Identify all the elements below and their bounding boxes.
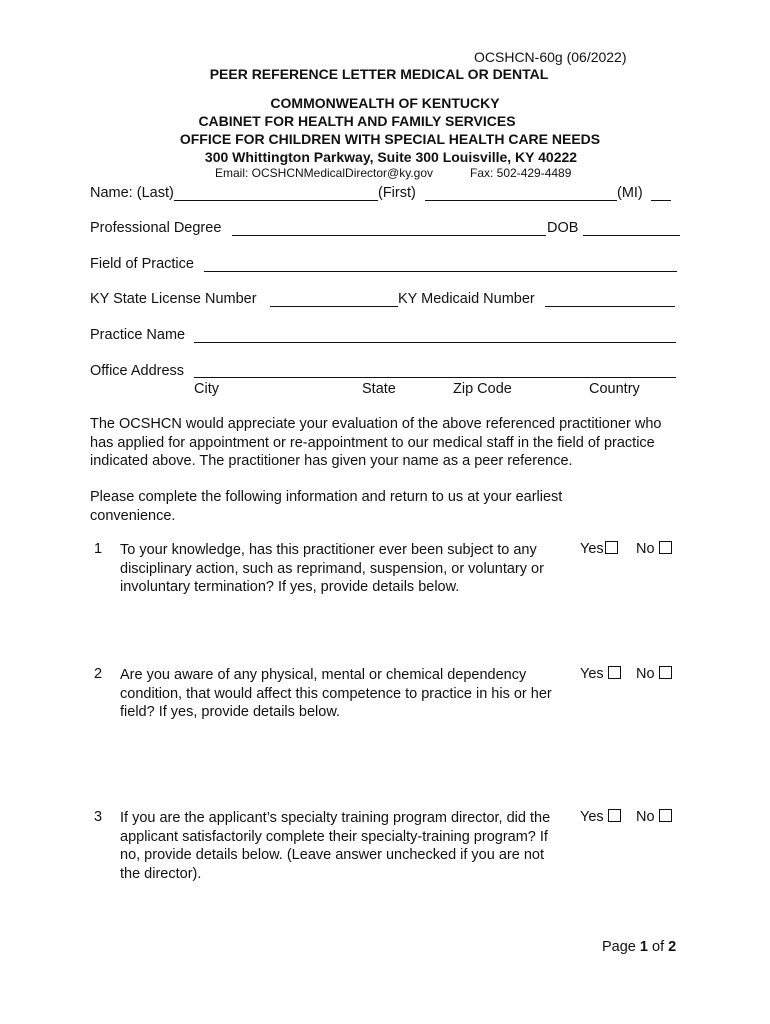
country-label: Country <box>589 381 640 397</box>
org-line-3: OFFICE FOR CHILDREN WITH SPECIAL HEALTH CARE NEEDS <box>179 131 601 147</box>
city-label: City <box>194 381 219 397</box>
state-label: State <box>362 381 396 397</box>
name-first-label: (First) <box>378 185 416 201</box>
no-option[interactable] <box>636 809 672 825</box>
practice-name-field[interactable] <box>194 342 676 343</box>
org-address: 300 Whittington Parkway, Suite 300 Louisville, KY 40222 <box>204 149 578 165</box>
org-email: Email: OCSHCNMedicalDirector@ky.gov <box>215 166 434 180</box>
medicaid-label: KY Medicaid Number <box>398 291 535 307</box>
no-label: No <box>636 666 655 682</box>
form-title: PEER REFERENCE LETTER MEDICAL OR DENTAL <box>209 66 549 82</box>
question-number: 1 <box>94 541 103 557</box>
page-of: of <box>652 939 665 955</box>
question-text: To your knowledge, has this practitioner ever been subject to any disciplinary action, such as reprimand, suspension, or voluntary or involuntary termination? If yes, provide details below. <box>120 542 544 595</box>
yes-label: Yes <box>580 809 604 825</box>
no-label: No <box>636 809 655 825</box>
no-checkbox[interactable] <box>659 541 672 554</box>
yes-checkbox[interactable] <box>608 809 621 822</box>
org-line-1: COMMONWEALTH OF KENTUCKY <box>270 95 500 111</box>
field-of-practice-label: Field of Practice <box>90 256 194 272</box>
no-option[interactable] <box>636 541 672 557</box>
yes-option[interactable] <box>580 809 621 825</box>
last-name-field[interactable] <box>174 200 378 201</box>
field-of-practice-field[interactable] <box>204 271 677 272</box>
no-checkbox[interactable] <box>659 666 672 679</box>
no-label: No <box>636 541 655 557</box>
page-word: Page <box>602 939 636 955</box>
no-option[interactable] <box>636 666 672 682</box>
question-number: 3 <box>94 809 103 825</box>
page-indicator <box>602 939 676 955</box>
question-number: 2 <box>94 666 103 682</box>
office-address-field[interactable] <box>194 377 676 378</box>
org-line-2: CABINET FOR HEALTH AND FAMILY SERVICES <box>198 113 516 129</box>
zip-label: Zip Code <box>453 381 512 397</box>
no-checkbox[interactable] <box>659 809 672 822</box>
yes-label: Yes <box>580 666 604 682</box>
first-name-field[interactable] <box>425 200 617 201</box>
yes-checkbox[interactable] <box>605 541 618 554</box>
license-field[interactable] <box>270 306 398 307</box>
form-code: OCSHCN-60g (06/2022) <box>474 49 627 65</box>
page-current: 1 <box>639 939 648 955</box>
degree-label: Professional Degree <box>90 220 222 236</box>
intro-paragraph: The OCSHCN would appreciate your evaluation of the above referenced practitioner who has applied for appointment or re-appointment to our medical staff in the field of practice indicated above. The practitioner has given your name as a peer reference. <box>90 416 662 469</box>
practice-name-label: Practice Name <box>90 327 186 343</box>
medicaid-field[interactable] <box>545 306 675 307</box>
license-label: KY State License Number <box>90 291 257 307</box>
middle-initial-field[interactable] <box>651 200 671 201</box>
office-address-label: Office Address <box>90 363 185 379</box>
yes-option[interactable] <box>580 541 618 557</box>
name-last-label: Name: (Last) <box>90 185 174 201</box>
name-mi-label: (MI) <box>617 185 643 201</box>
question-text: Are you aware of any physical, mental or chemical dependency condition, that would affect this competence to practice in his or her field? If yes, provide details below. <box>120 667 552 720</box>
page-total: 2 <box>668 939 677 955</box>
yes-checkbox[interactable] <box>608 666 621 679</box>
dob-label: DOB <box>547 220 579 236</box>
dob-field[interactable] <box>583 235 680 236</box>
yes-label: Yes <box>580 541 604 557</box>
degree-field[interactable] <box>232 235 546 236</box>
question-text: If you are the applicant’s specialty training program director, did the applicant satisfactorily complete their specialty-training program? If no, provide details below. (Leave answer unchecked if you are not the director). <box>120 810 551 882</box>
yes-option[interactable] <box>580 666 621 682</box>
org-fax: Fax: 502-429-4489 <box>470 166 572 180</box>
instruction-paragraph: Please complete the following information and return to us at your earliest convenience. <box>90 489 563 524</box>
